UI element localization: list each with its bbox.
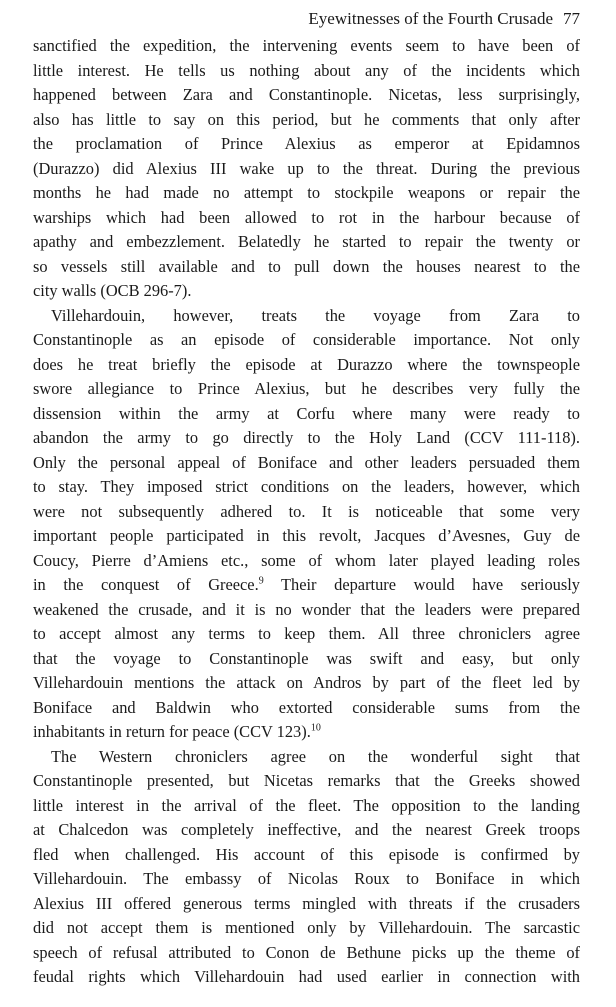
text-line: so vessels still available and to pull down the houses nearest to the bbox=[33, 256, 580, 276]
text-line: Villehardouin. The embassy of Nicolas Roux to Boniface in which bbox=[33, 869, 580, 888]
text-line: Only the personal appeal of Boniface and other leaders persuaded them bbox=[33, 452, 580, 472]
text-line: did not accept them is mentioned only by Villehardouin. The sarcastic bbox=[33, 918, 580, 937]
text-line: warships which had been allowed to rot in the harbour because of bbox=[33, 207, 580, 227]
text-line: Coucy, Pierre d’Amiens etc., some of whom later played leading roles bbox=[33, 550, 580, 570]
text-span: in the conquest of Greece. bbox=[33, 575, 259, 594]
text-line: The Western chroniclers agree on the wonderful sight that bbox=[51, 746, 580, 766]
text-line: city walls (OCB 296-7). bbox=[33, 281, 192, 300]
text-line: Constantinople as an episode of considerable importance. Not only bbox=[33, 330, 580, 349]
text-line: swore allegiance to Prince Alexius, but he describes very fully the bbox=[33, 379, 580, 398]
text-line: feudal rights which Villehardouin had used earlier in connection with bbox=[33, 967, 580, 986]
text-line: dissension within the army at Corfu where many were ready to bbox=[33, 403, 580, 423]
paragraph-2 bbox=[33, 304, 580, 745]
text-line: happened between Zara and Constantinople. Nicetas, less surprisingly, bbox=[33, 85, 580, 104]
text-line: apathy and embezzlement. Belatedly he started to repair the twenty or bbox=[33, 232, 580, 251]
text-line-with-footnote bbox=[33, 720, 580, 745]
text-line: speech of refusal attributed to Conon de Bethune picks up the theme of bbox=[33, 942, 580, 962]
text-line-with-footnote bbox=[33, 573, 580, 598]
text-line: were not subsequently adhered to. It is noticeable that some very bbox=[33, 501, 580, 521]
text-line: Villehardouin, however, treats the voyage from Zara to bbox=[51, 305, 580, 325]
text-line: that the voyage to Constantinople was swift and easy, but only bbox=[33, 648, 580, 668]
text-line: little interest in the arrival of the fleet. The opposition to the landing bbox=[33, 795, 580, 815]
text-line: Constantinople presented, but Nicetas remarks that the Greeks showed bbox=[33, 771, 580, 790]
running-head-title: Eyewitnesses of the Fourth Crusade bbox=[308, 9, 553, 28]
text-line: to accept almost any terms to keep them. All three chroniclers agree bbox=[33, 624, 580, 643]
text-line: important people participated in this revolt, Jacques d’Avesnes, Guy de bbox=[33, 526, 580, 545]
text-line: at Chalcedon was completely ineffective, and the nearest Greek troops bbox=[33, 820, 580, 839]
text-line: Alexius III offered generous terms mingled with threats if the crusaders bbox=[33, 893, 580, 913]
text-line: Villehardouin mentions the attack on Andros by part of the fleet led by bbox=[33, 673, 580, 692]
page-number: 77 bbox=[563, 9, 580, 28]
text-line: does he treat briefly the episode at Durazzo where the townspeople bbox=[33, 354, 580, 374]
text-line: (Durazzo) did Alexius III wake up to the threat. During the previous bbox=[33, 158, 580, 178]
text-line: Boniface and Baldwin who extorted considerable sums from the bbox=[33, 697, 580, 717]
running-head bbox=[33, 8, 580, 34]
text-line: weakened the crusade, and it is no wonder that the leaders were prepared bbox=[33, 599, 580, 619]
footnote-marker: 10 bbox=[310, 722, 321, 734]
text-line: abandon the army to go directly to the Holy Land (CCV 111-118). bbox=[33, 428, 580, 447]
text-line: fled when challenged. His account of this episode is confirmed by bbox=[33, 844, 580, 864]
text-span: inhabitants in return for peace (CCV 123). bbox=[33, 722, 311, 741]
text-line: months he had made no attempt to stockpile weapons or repair the bbox=[33, 183, 580, 202]
text-line: sanctified the expedition, the intervening events seem to have been of bbox=[33, 36, 580, 55]
text-line: little interest. He tells us nothing about any of the incidents which bbox=[33, 60, 580, 80]
paragraph-3 bbox=[33, 745, 580, 990]
text-span: Their departure would have seriously bbox=[263, 575, 580, 594]
text-line: the proclamation of Prince Alexius as emperor at Epidamnos bbox=[33, 134, 580, 153]
footnote-marker: 9 bbox=[258, 575, 264, 587]
paragraph-1 bbox=[33, 34, 580, 304]
page bbox=[33, 8, 580, 990]
text-line: to stay. They imposed strict conditions on the leaders, however, which bbox=[33, 477, 580, 496]
text-line: also has little to say on this period, but he comments that only after bbox=[33, 109, 580, 129]
